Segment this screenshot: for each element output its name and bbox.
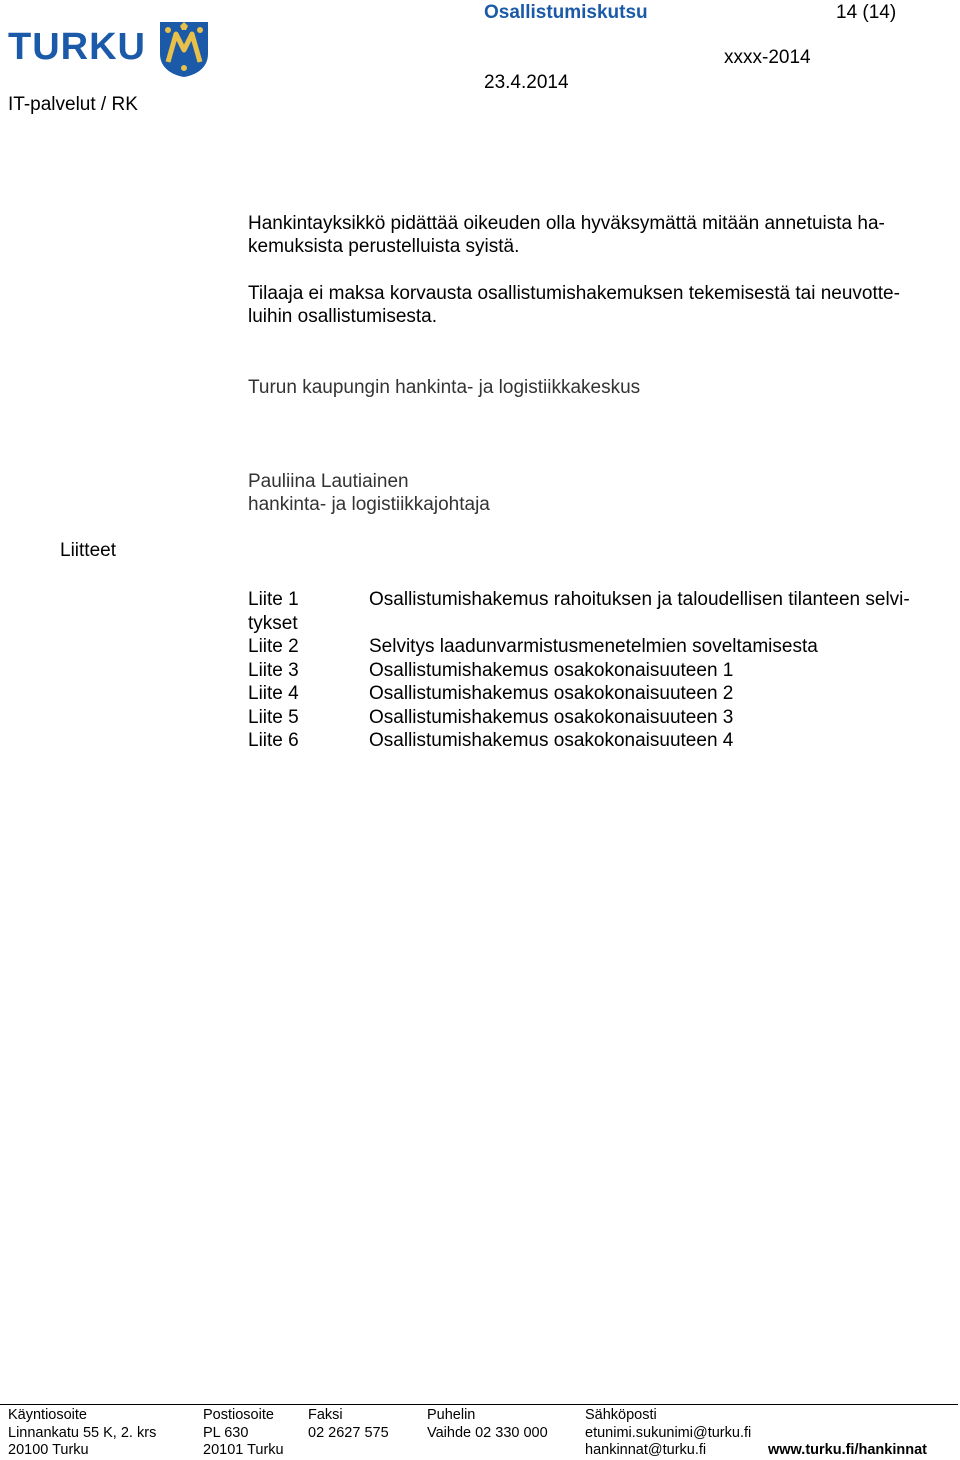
attachment-row	[248, 659, 910, 683]
footer-postal-address	[203, 1407, 284, 1460]
footer-website-link[interactable]: www.turku.fi/hankinnat	[768, 1442, 927, 1458]
footer-text: 02 2627 575	[308, 1424, 389, 1441]
footer-text: 20100 Turku	[8, 1442, 89, 1458]
footer-email	[585, 1407, 751, 1460]
attachment-label: Liite 1	[248, 589, 299, 610]
signer-name: Pauliina Lautiainen	[248, 471, 409, 492]
attachment-label: Liite 6	[248, 730, 299, 751]
document-date: 23.4.2014	[484, 72, 569, 93]
paragraph-line: Tilaaja ei maksa korvausta osallistumishakemuksen tekemisestä tai neuvotte-	[248, 283, 900, 304]
footer-divider	[0, 1404, 958, 1405]
attachment-row-continuation	[248, 612, 910, 636]
paragraph-line: luihin osallistumisesta.	[248, 306, 438, 327]
document-title: Osallistumiskutsu	[484, 2, 648, 23]
attachment-description-continuation: tykset	[248, 612, 298, 634]
footer-text: 20101 Turku	[203, 1442, 284, 1458]
paragraph-line: Hankintayksikkö pidättää oikeuden olla hyväksymättä mitään annetuista ha-	[248, 213, 885, 234]
department: IT-palvelut / RK	[8, 94, 138, 115]
attachment-description: Selvitys laadunvarmistusmenetelmien soveltamisesta	[369, 636, 818, 657]
attachment-label: Liite 4	[248, 683, 299, 704]
footer-email-link[interactable]: etunimi.sukunimi@turku.fi	[585, 1424, 752, 1441]
attachment-row	[248, 706, 910, 730]
attachment-label: Liite 2	[248, 636, 299, 657]
footer-text: Vaihde 02 330 000	[427, 1424, 548, 1441]
paragraph-reservation	[248, 212, 948, 258]
turku-logo	[8, 20, 208, 78]
attachment-description: Osallistumishakemus osakokonaisuuteen 4	[369, 730, 734, 751]
footer-heading: Sähköposti	[585, 1407, 657, 1423]
attachments-list	[248, 588, 910, 753]
attachment-description: Osallistumishakemus osakokonaisuuteen 2	[369, 683, 734, 704]
logo-wordmark: TURKU	[8, 26, 146, 68]
attachment-description: Osallistumishakemus rahoituksen ja taloudellisen tilanteen selvi-	[369, 589, 910, 610]
footer-heading: Käyntiosoite	[8, 1407, 87, 1423]
attachment-row	[248, 588, 910, 612]
organisation-name: Turun kaupungin hankinta- ja logistiikkakeskus	[248, 377, 641, 398]
page-number: 14 (14)	[836, 2, 897, 23]
attachment-row	[248, 682, 910, 706]
signer-title: hankinta- ja logistiikkajohtaja	[248, 494, 490, 515]
footer-email-link[interactable]: hankinnat@turku.fi	[585, 1442, 707, 1458]
attachments-heading: Liitteet	[60, 540, 116, 561]
coat-of-arms-icon	[158, 20, 210, 78]
footer-visiting-address	[8, 1407, 156, 1460]
footer-heading: Postiosoite	[203, 1407, 274, 1423]
footer-fax	[308, 1407, 389, 1442]
paragraph-line: kemuksista perustelluista syistä.	[248, 236, 520, 257]
reference-number: xxxx-2014	[724, 47, 811, 68]
attachment-row	[248, 635, 910, 659]
footer-text: Linnankatu 55 K, 2. krs	[8, 1424, 157, 1441]
paragraph-compensation	[248, 282, 948, 328]
attachment-description: Osallistumishakemus osakokonaisuuteen 1	[369, 659, 734, 681]
attachment-description: Osallistumishakemus osakokonaisuuteen 3	[369, 706, 734, 728]
attachment-label: Liite 3	[248, 659, 299, 681]
attachment-row	[248, 729, 910, 753]
footer-text: PL 630	[203, 1424, 249, 1441]
footer-phone	[427, 1407, 548, 1442]
signature-block	[248, 470, 490, 516]
attachment-label: Liite 5	[248, 706, 299, 728]
footer-heading: Faksi	[308, 1407, 343, 1423]
footer-heading: Puhelin	[427, 1407, 476, 1423]
